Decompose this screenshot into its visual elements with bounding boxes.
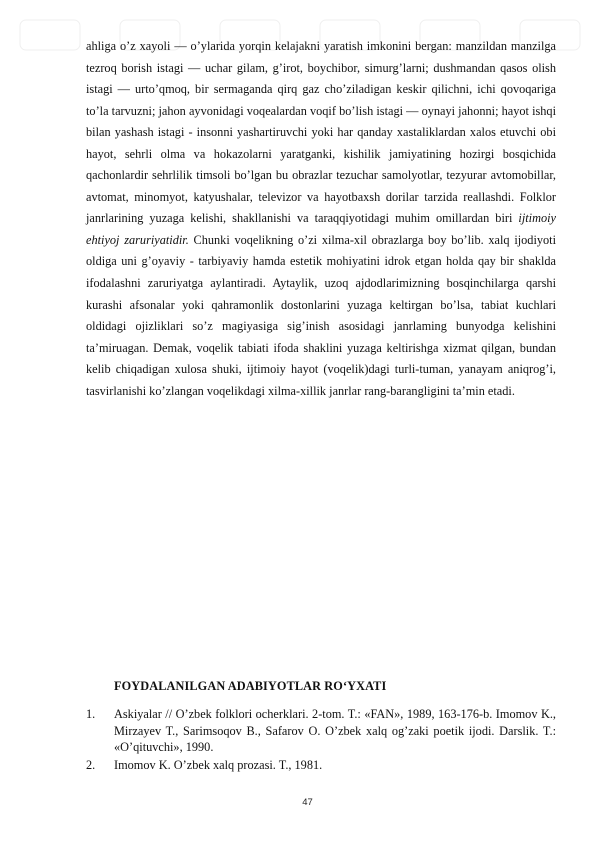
body-paragraph (86, 36, 556, 402)
page-body (86, 36, 556, 402)
paragraph-text-part2: Chunki voqelikning o’zi xilma-xil obrazlarga boy bo’lib. xalq ijodiyoti oldiga uni g’oyaviy - tarbiyaviy hamda estetik mohiyatini idrok etgan holda qay bir shaklda ifodalashni zaruriyatga aylantiradi. Aytaylik, uzoq ajdodlarimizning bosqinchilarga qarshi kurashi afsonalar yoki qahramonlik dostonlarini yuzaga keltirgan bo’lsa, tabiat kuchlari oldidagi ojizliklari so’z magiyasiga sig’inish asosidagi janrlaming bunyodga kelishini ta’miruagan. Demak, voqelik tabiati ifoda shaklini yuzaga keltirishga xizmat qilgan, bundan kelib chiqadigan xulosa shuki, ijtimoiy hayot (voqelik)dagi turli-tuman, yanayam aniqrog’i, tasvirlanishi ko’zlangan voqelikdagi xilma-xillik janrlar rang-barangligini ta’min etadi. (86, 232, 556, 398)
paragraph-text-part1: ahliga o’z xayoli — o’ylarida yorqin kelajakni yaratish imkonini bergan: manzildan manzilga tezroq borish istagi — uchar gilam, g’irot, boychibor, simurg’larni; dushmandan qasos olish istagi — urto’qmoq, bir sermaganda qirq gaz cho’ziladigan keskir qilichni, ichi qovoqariga to’la tarvuzni; jahon ayvonidagi voqealardan voqif bo’lish istagi — oynayi jahonni; hayot ishqi bilan yashash istagi - insonni yashartiruvchi yoki har qanday xastaliklardan xalos etuvchi obi hayot, sehrli olma va hokazolarni yaratganki, kishilik jamiyatining hozirgi bosqichida qachonlardir sehrlilik timsoli bo’lgan bu obrazlar tezuchar samolyotlar, tezyurar avtomobillar, avtomat, minomyot, katyushalar, televizor va hayotbaxsh dorilar tarzida reallashdi. Folklor janrlarining yuzaga kelishi, shakllanishi va taraqqiyotidagi muhim omillardan biri (86, 39, 556, 226)
bibliography-list (86, 706, 556, 774)
paragraph-italic-phrase: ijtimoiy ehtiyoj zaruriyatidir. (86, 211, 556, 247)
bibliography-item (86, 757, 556, 774)
page-number: 47 (302, 797, 313, 808)
bibliography-title: FOYDALANILGAN ADABIYOTLAR RO‘YXATI (114, 679, 387, 693)
bibliography-item-number: 2. (86, 757, 96, 772)
bibliography-item-text: Askiyalar // O’zbek folklori ocherklari. 2-tom. T.: «FAN», 1989, 163-176-b. Imomov K., Mirzayev T., Sarimsoqov B., Safarov O. O’zbek xalq og’zaki poetik ijodi. Darslik. T.: «O’qituvchi», 1990. (114, 707, 556, 755)
bibliography-item-text: Imomov K. O’zbek xalq prozasi. T., 1981. (114, 757, 323, 772)
bibliography-item (86, 706, 556, 756)
bibliography-item-number: 1. (86, 707, 96, 721)
